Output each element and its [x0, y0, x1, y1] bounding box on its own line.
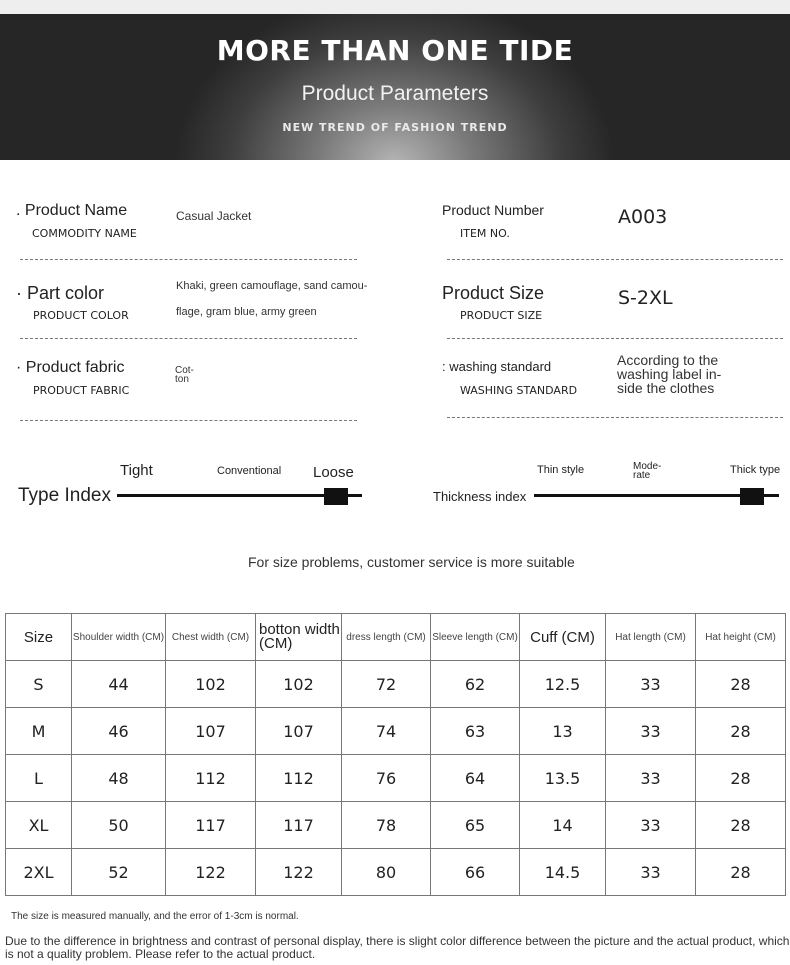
table-cell: 28 [696, 802, 786, 849]
table-cell: 13 [520, 708, 606, 755]
table-cell: 33 [606, 661, 696, 708]
table-header-row [6, 614, 786, 661]
table-cell: 44 [72, 661, 166, 708]
table-cell: 117 [256, 802, 342, 849]
table-cell: S [6, 661, 72, 708]
washing-standard-label: : washing standard [442, 359, 552, 374]
part-color-value: Khaki, green camouflage, sand camou-flage, gram blue, army green [176, 280, 368, 318]
header-cuff: Cuff (CM) [520, 614, 606, 661]
product-size-sub: PRODUCT SIZE [460, 309, 543, 322]
product-fabric-sub: PRODUCT FABRIC [33, 384, 130, 397]
table-cell: 74 [342, 708, 431, 755]
header-banner [0, 14, 790, 160]
table-cell: 46 [72, 708, 166, 755]
table-cell: 65 [431, 802, 520, 849]
thickness-index-marker [740, 488, 764, 505]
washing-standard-sub: WASHING STANDARD [460, 384, 578, 397]
type-index-label-tight: Tight [120, 462, 153, 479]
table-cell: 117 [166, 802, 256, 849]
table-cell: 2XL [6, 849, 72, 896]
table-cell: XL [6, 802, 72, 849]
type-index-marker [324, 488, 348, 505]
table-cell: 14 [520, 802, 606, 849]
table-row [6, 661, 786, 708]
banner-tagline: NEW TREND OF FASHION TREND [282, 121, 508, 134]
thickness-label-moderate: Mode-rate [633, 461, 662, 481]
top-strip [0, 0, 790, 14]
header-hat-length: Hat length (CM) [606, 614, 696, 661]
table-cell: 13.5 [520, 755, 606, 802]
type-index-label-conventional: Conventional [217, 465, 282, 477]
table-cell: 28 [696, 755, 786, 802]
color-difference-note: Due to the difference in brightness and contrast of personal display, there is slight color difference between the picture and the actual product, which is not a quality problem. Please refer to the actual product. [5, 934, 790, 961]
part-color-sub: PRODUCT COLOR [33, 309, 129, 322]
table-cell: 76 [342, 755, 431, 802]
product-name-sub: COMMODITY NAME [32, 227, 137, 240]
table-cell: 63 [431, 708, 520, 755]
divider [20, 420, 357, 421]
table-row [6, 755, 786, 802]
table-cell: 102 [256, 661, 342, 708]
product-fabric-value: Cot- ton [175, 365, 194, 385]
header-size: Size [6, 614, 72, 661]
divider [447, 338, 783, 339]
table-cell: 72 [342, 661, 431, 708]
type-index-title: Type Index [18, 485, 111, 506]
table-cell: 33 [606, 849, 696, 896]
thickness-label-thin: Thin style [537, 464, 585, 476]
product-size-value: S-2XL [618, 287, 673, 309]
part-color-label: · Part color [16, 283, 105, 303]
table-cell: 12.5 [520, 661, 606, 708]
table-cell: 78 [342, 802, 431, 849]
table-cell: 28 [696, 708, 786, 755]
table-cell: 28 [696, 849, 786, 896]
table-cell: 50 [72, 802, 166, 849]
product-name-value: Casual Jacket [176, 209, 252, 223]
table-cell: 33 [606, 802, 696, 849]
banner-subtitle: Product Parameters [301, 82, 489, 105]
header-shoulder-width: Shoulder width (CM) [72, 614, 166, 661]
header-chest-width: Chest width (CM) [166, 614, 256, 661]
divider [20, 338, 357, 339]
type-index-label-loose: Loose [313, 464, 354, 481]
table-cell: 80 [342, 849, 431, 896]
header-sleeve-length: Sleeve length (CM) [431, 614, 520, 661]
header-dress-length: dress length (CM) [342, 614, 431, 661]
divider [447, 417, 783, 418]
product-size-label: Product Size [442, 283, 545, 303]
table-cell: 14.5 [520, 849, 606, 896]
header-botton-width: botton width (CM) [256, 614, 342, 661]
table-cell: 102 [166, 661, 256, 708]
table-cell: 107 [166, 708, 256, 755]
thickness-label-thick: Thick type [730, 464, 781, 476]
thickness-index-title: Thickness index [433, 489, 527, 504]
size-service-note: For size problems, customer service is more suitable [248, 554, 575, 570]
table-cell: 52 [72, 849, 166, 896]
table-cell: 112 [166, 755, 256, 802]
table-cell: 112 [256, 755, 342, 802]
table-cell: 33 [606, 755, 696, 802]
table-cell: M [6, 708, 72, 755]
table-row [6, 849, 786, 896]
table-cell: 122 [166, 849, 256, 896]
table-cell: 28 [696, 661, 786, 708]
banner-title: MORE THAN ONE TIDE [216, 34, 574, 67]
table-cell: 66 [431, 849, 520, 896]
product-number-sub: ITEM NO. [460, 227, 510, 240]
product-fabric-label: · Product fabric [16, 359, 125, 376]
divider [20, 259, 357, 260]
divider [447, 259, 783, 260]
header-hat-height: Hat height (CM) [696, 614, 786, 661]
product-name-label: . Product Name [16, 202, 128, 219]
table-cell: L [6, 755, 72, 802]
washing-standard-value: According to the washing label in-side the clothes [617, 352, 722, 396]
table-cell: 33 [606, 708, 696, 755]
product-number-value: A003 [618, 206, 668, 228]
measurement-note: The size is measured manually, and the error of 1-3cm is normal. [11, 911, 299, 922]
product-number-label: Product Number [442, 202, 544, 218]
table-cell: 64 [431, 755, 520, 802]
table-cell: 122 [256, 849, 342, 896]
table-row [6, 802, 786, 849]
table-row [6, 708, 786, 755]
table-cell: 48 [72, 755, 166, 802]
size-table [5, 613, 786, 896]
table-cell: 62 [431, 661, 520, 708]
table-cell: 107 [256, 708, 342, 755]
